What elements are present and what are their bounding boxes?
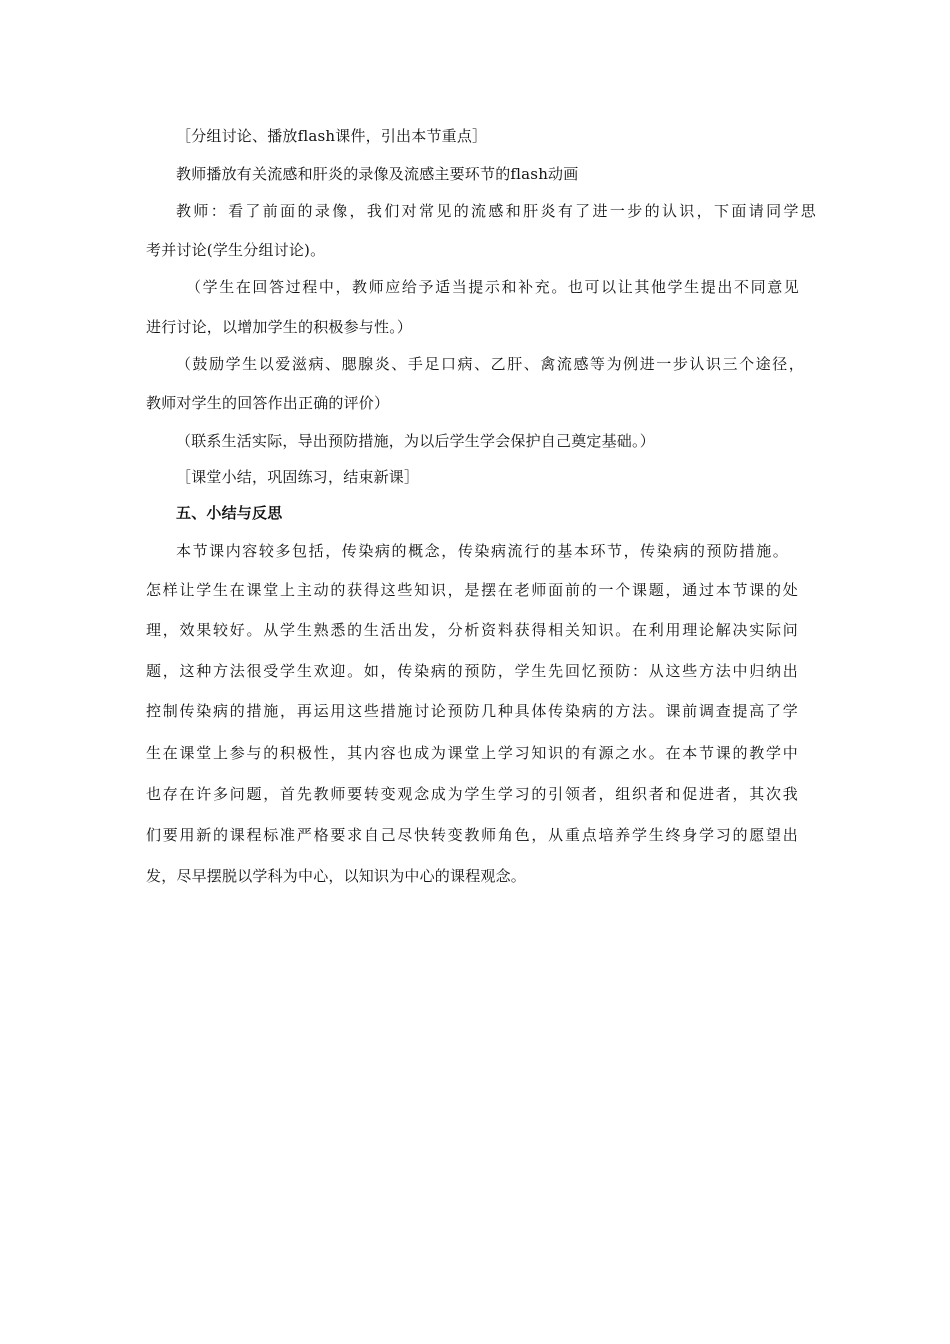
teacher-speech-line-2: 考并讨论(学生分组讨论)。 xyxy=(146,241,326,259)
teacher-play-line: 教师播放有关流感和肝炎的录像及流感主要环节的flash动画 xyxy=(176,165,579,183)
reflection-line-7: 也存在许多问题，首先教师要转变观念成为学生学习的引领者，组织者和促进者，其次我 xyxy=(146,785,798,803)
teacher-speech-line-1: 教师：看了前面的录像，我们对常见的流感和肝炎有了进一步的认识，下面请同学思 xyxy=(176,202,816,220)
note-life-line: （联系生活实际，导出预防措施，为以后学生学会保护自己奠定基础。） xyxy=(176,432,655,450)
reflection-line-5: 控制传染病的措施，再运用这些措施讨论预防几种具体传染病的方法。课前调查提高了学 xyxy=(146,702,798,720)
note-answer-line-1: （学生在回答过程中，教师应给予适当提示和补充。也可以让其他学生提出不同意见 xyxy=(186,278,799,296)
note-encourage-line-2: 教师对学生的回答作出正确的评价） xyxy=(146,394,390,412)
discussion-bracket-summary: ［课堂小结，巩固练习，结束新课］ xyxy=(176,468,420,486)
reflection-line-8: 们要用新的课程标准严格要求自己尽快转变教师角色，从重点培养学生终身学习的愿望出 xyxy=(146,826,798,844)
reflection-line-6: 生在课堂上参与的积极性，其内容也成为课堂上学习知识的有源之水。在本节课的教学中 xyxy=(146,744,798,762)
reflection-line-1: 本节课内容较多包括，传染病的概念，传染病流行的基本环节，传染病的预防措施。 xyxy=(176,542,788,560)
reflection-line-4: 题，这种方法很受学生欢迎。如，传染病的预防，学生先回忆预防：从这些方法中归纳出 xyxy=(146,662,798,680)
reflection-heading: 五、小结与反思 xyxy=(176,504,283,522)
reflection-line-9: 发，尽早摆脱以学科为中心，以知识为中心的课程观念。 xyxy=(146,867,527,885)
note-answer-line-2: 进行讨论，以增加学生的积极参与性。） xyxy=(146,318,413,336)
reflection-line-3: 理，效果较好。从学生熟悉的生活出发，分析资料获得相关知识。在利用理论解决实际问 xyxy=(146,621,798,639)
note-encourage-line-1: （鼓励学生以爱滋病、腮腺炎、手足口病、乙肝、禽流感等为例进一步认识三个途径， xyxy=(176,355,804,373)
reflection-line-2: 怎样让学生在课堂上主动的获得这些知识，是摆在老师面前的一个课题，通过本节课的处 xyxy=(146,581,798,599)
discussion-bracket-intro: ［分组讨论、播放flash课件，引出本节重点］ xyxy=(176,127,488,145)
